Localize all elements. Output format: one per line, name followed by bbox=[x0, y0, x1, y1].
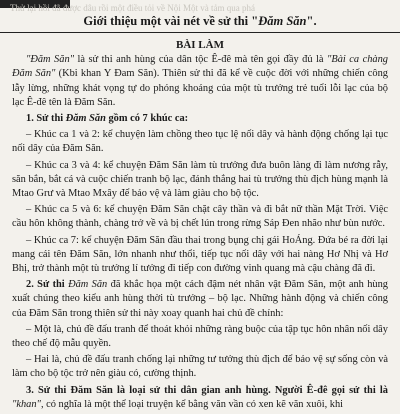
section-2-work-title: Đăm Săn bbox=[68, 279, 108, 291]
section-3-number: 3. Sử thi Đăm Săn là loại sử thi dân gian anh hùng. Người Ê-đê gọi sử thi là bbox=[26, 384, 388, 396]
paragraph-khuc-1-2: – Khúc ca 1 và 2: kể chuyện làm chồng theo tục lệ nối dây và hành động chống lại tục nối dây của Đăm Săn. bbox=[12, 129, 388, 155]
section-2-number: 2. Sử thi bbox=[26, 279, 69, 291]
bleed-through-text: Thử lại hồi đã được dâu rồi một điều tỏi về Nội Một và tảm qua phá bbox=[10, 3, 255, 13]
paragraph-theme-2: – Hai là, chủ đề đấu tranh chống lại những tư tưởng thù địch để bảo vệ sự sống còn và làm cho bộ tộc trở nên giàu có, cường thịnh. bbox=[12, 354, 388, 380]
section-3-term: "khan" bbox=[12, 398, 41, 410]
intro-text-2: (Kbi khan Y Đam Săn). Thiên sử thi đã kể về cuộc đời với những chiến công lẫy lừng, những khát vọng tự do phóng khoáng của một tù trưởng trẻ tuổi lỗi lạc của bộ lạc Ê-đê tên là Đăm Săn. bbox=[12, 68, 389, 108]
intro-quote-1: "Đăm Săn" bbox=[26, 54, 75, 66]
section-3-text: , có nghĩa là một thể loại truyện kể bằng văn vần có xen kẽ văn xuôi, khi bbox=[40, 398, 344, 410]
section-heading-1 bbox=[12, 112, 388, 126]
heading-work-title: Đăm Săn bbox=[65, 113, 106, 125]
page-header bbox=[0, 14, 400, 33]
section-2-text: đã khắc họa một cách đậm nét nhân vật Đăm Săn, một anh hùng xuất chúng theo kiểu anh hùng thời tù trưởng – bộ lạc. Những hành động và chiến công của Đăm Săn trong thiên sử thi này xoay quanh hai chủ đề chính: bbox=[12, 279, 388, 319]
paragraph-intro bbox=[12, 53, 388, 110]
intro-quote-2: "Bài ca chàng Đăm Săn" bbox=[12, 54, 388, 80]
essay-title: BÀI LÀM bbox=[176, 39, 224, 51]
header-prefix: Giới thiệu một vài nét về sử thi " bbox=[83, 14, 259, 28]
heading-part-2: gồm có 7 khúc ca: bbox=[105, 113, 189, 125]
header-work-title: Đăm Săn bbox=[258, 14, 307, 28]
intro-text-1: là sử thi anh hùng của dân tộc Ê-đê mà tên gọi đầy đủ là bbox=[74, 54, 328, 66]
essay-body bbox=[12, 38, 388, 414]
paragraph-theme-1: – Một là, chủ đề đấu tranh để thoát khỏi những ràng buộc của tập tục hôn nhân nối dây theo chế độ mẫu quyền. bbox=[12, 323, 388, 350]
paragraph-section-2 bbox=[12, 278, 388, 321]
paragraph-khuc-5-6: – Khúc ca 5 và 6: kể chuyện Đăm Săn chặt cây thần và đi bắt nữ thần Mặt Trời. Việc cầu hôn không thành, chàng trở về và bị chết lún trong rừng Sáp Đen nhão như bùn nước. bbox=[12, 204, 388, 230]
paragraph-khuc-7: – Khúc ca 7: kể chuyện Đăm Săn đầu thai trong bụng chị gái HoÁng. Đứa bé ra đời lại mang cái tên Đăm Săn, lớn nhanh như thổi, tiếp tục nối dây với hai nàng Hơ Nhị và Hơ Bhị, trở thành một tù trưởng lí tưởng đi tiếp con đường vinh quang mà cậu chàng đã đi. bbox=[12, 234, 388, 275]
header-suffix: ". bbox=[306, 14, 317, 28]
paragraph-khuc-3-4: – Khúc ca 3 và 4: kể chuyện Đăm Săn làm tù trưởng đưa buôn làng đi làm nương rẫy, săn bắn, bắt cá và cuộc chiến tranh bộ lạc, đánh thắng hai tù trưởng thù địch hùng mạnh là Mtao Grư và Mtao Mxây để bảo vệ và làm giàu cho bộ tộc. bbox=[12, 159, 388, 200]
heading-part-1: 1. Sử thi bbox=[26, 113, 66, 125]
paragraph-section-3 bbox=[12, 384, 388, 412]
